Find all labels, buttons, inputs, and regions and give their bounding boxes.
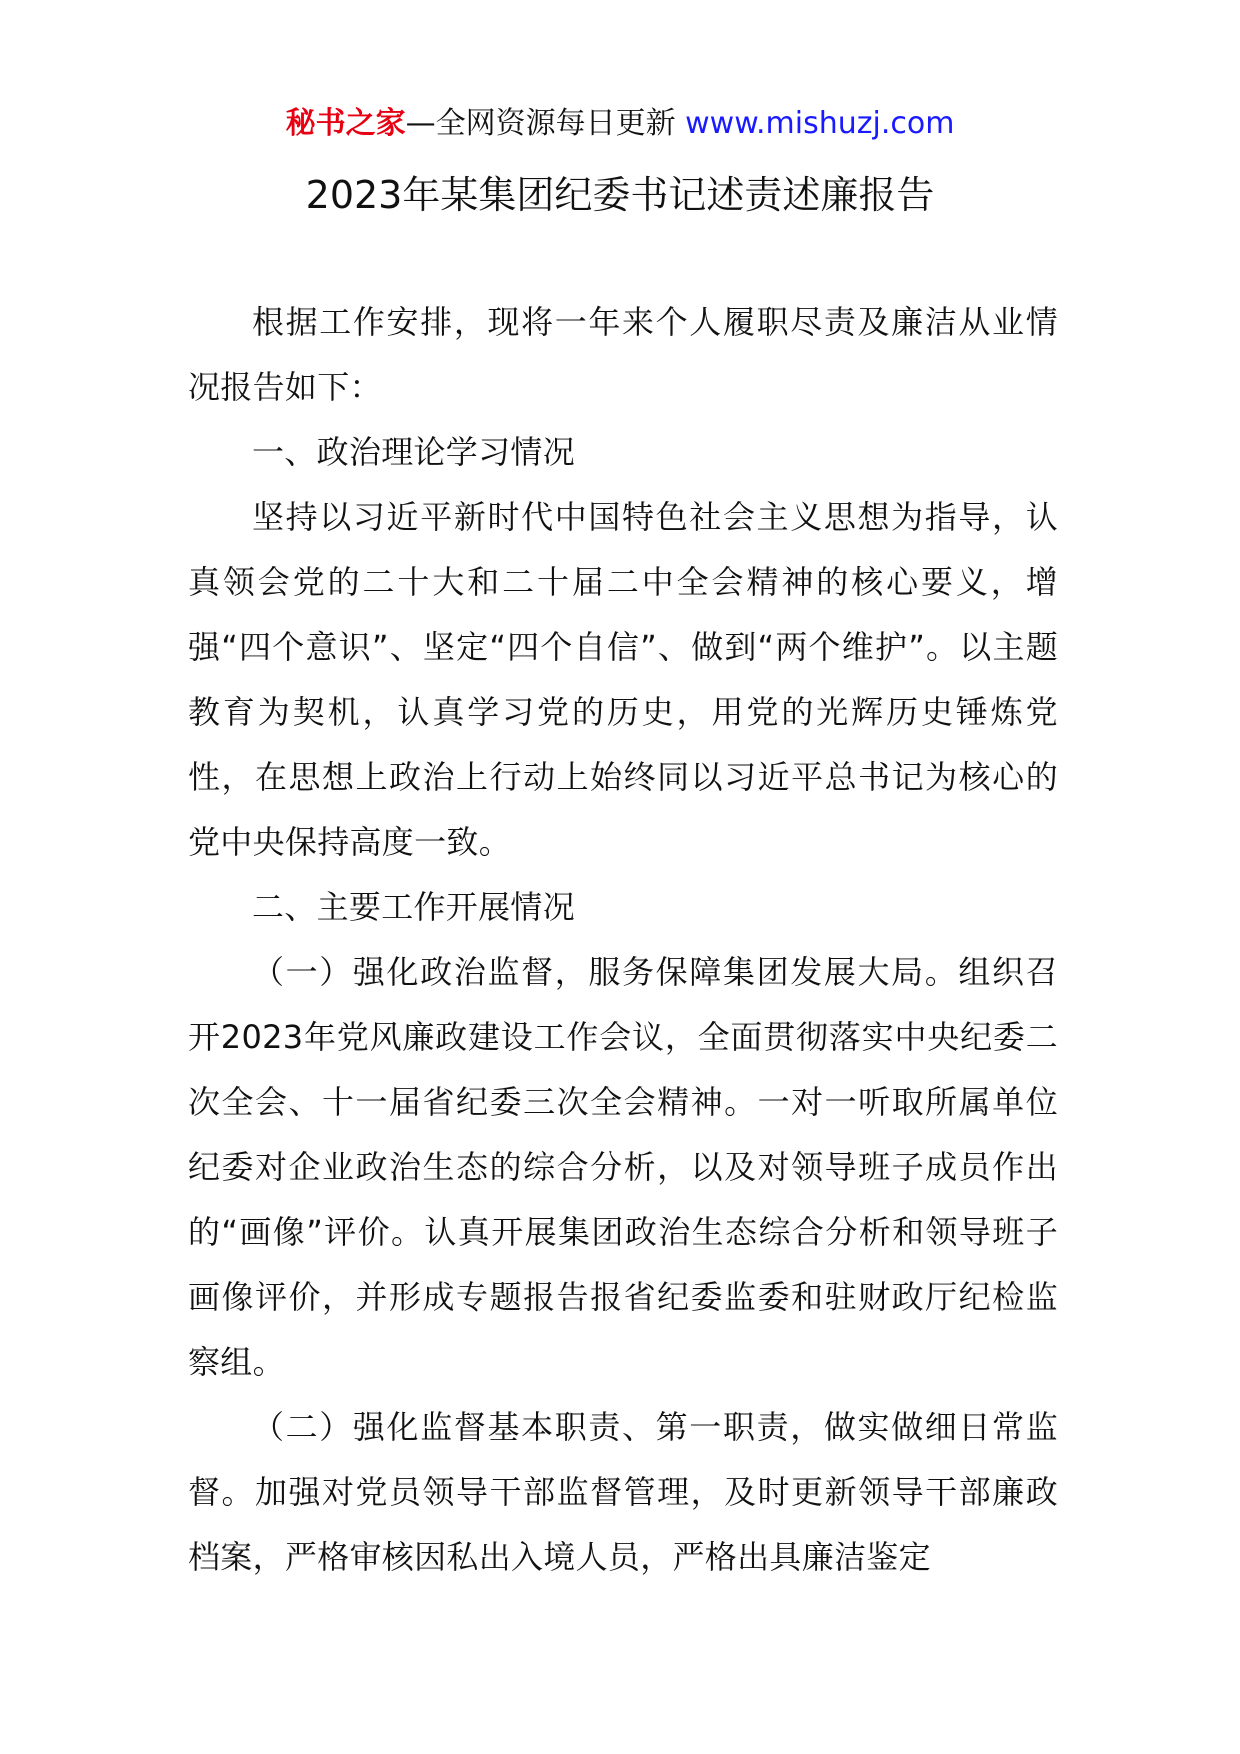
brand-name: 秘书之家 [285,106,406,141]
section-heading-1: 一、政治理论学习情况 [252,433,576,471]
body-paragraph: （二）强化监督基本职责、第一职责，做实做细日常监督。加强对党员领导干部监督管理，及时更新领导干部廉政档案，严格审核因私出入境人员，严格出具廉洁鉴定 [188,1408,1058,1576]
site-header [0,104,1240,144]
document-body [188,290,1058,1590]
body-paragraph: 坚持以习近平新时代中国特色社会主义思想为指导，认真领会党的二十大和二十届二中全会精神的核心要义，增强“四个意识”、坚定“四个自信”、做到“两个维护”。以主题教育为契机，认真学习党的历史，用党的光辉历史锤炼党性，在思想上政治上行动上始终同以习近平总书记为核心的党中央保持高度一致。 [188,498,1058,861]
section-heading-2: 二、主要工作开展情况 [252,888,576,926]
site-url-link[interactable]: www.mishuzj.com [685,106,955,141]
header-slogan: —全网资源每日更新 [405,106,686,141]
document-title: 2023年某集团纪委书记述责述廉报告 [305,173,935,217]
body-paragraph: （一）强化政治监督，服务保障集团发展大局。组织召开2023年党风廉政建设工作会议，全面贯彻落实中央纪委二次全会、十一届省纪委三次全会精神。一对一听取所属单位纪委对企业政治生态的综合分析，以及对领导班子成员作出的“画像”评价。认真开展集团政治生态综合分析和领导班子画像评价，并形成专题报告报省纪委监委和驻财政厅纪检监察组。 [188,953,1058,1381]
intro-paragraph: 根据工作安排，现将一年来个人履职尽责及廉洁从业情况报告如下： [188,303,1058,406]
